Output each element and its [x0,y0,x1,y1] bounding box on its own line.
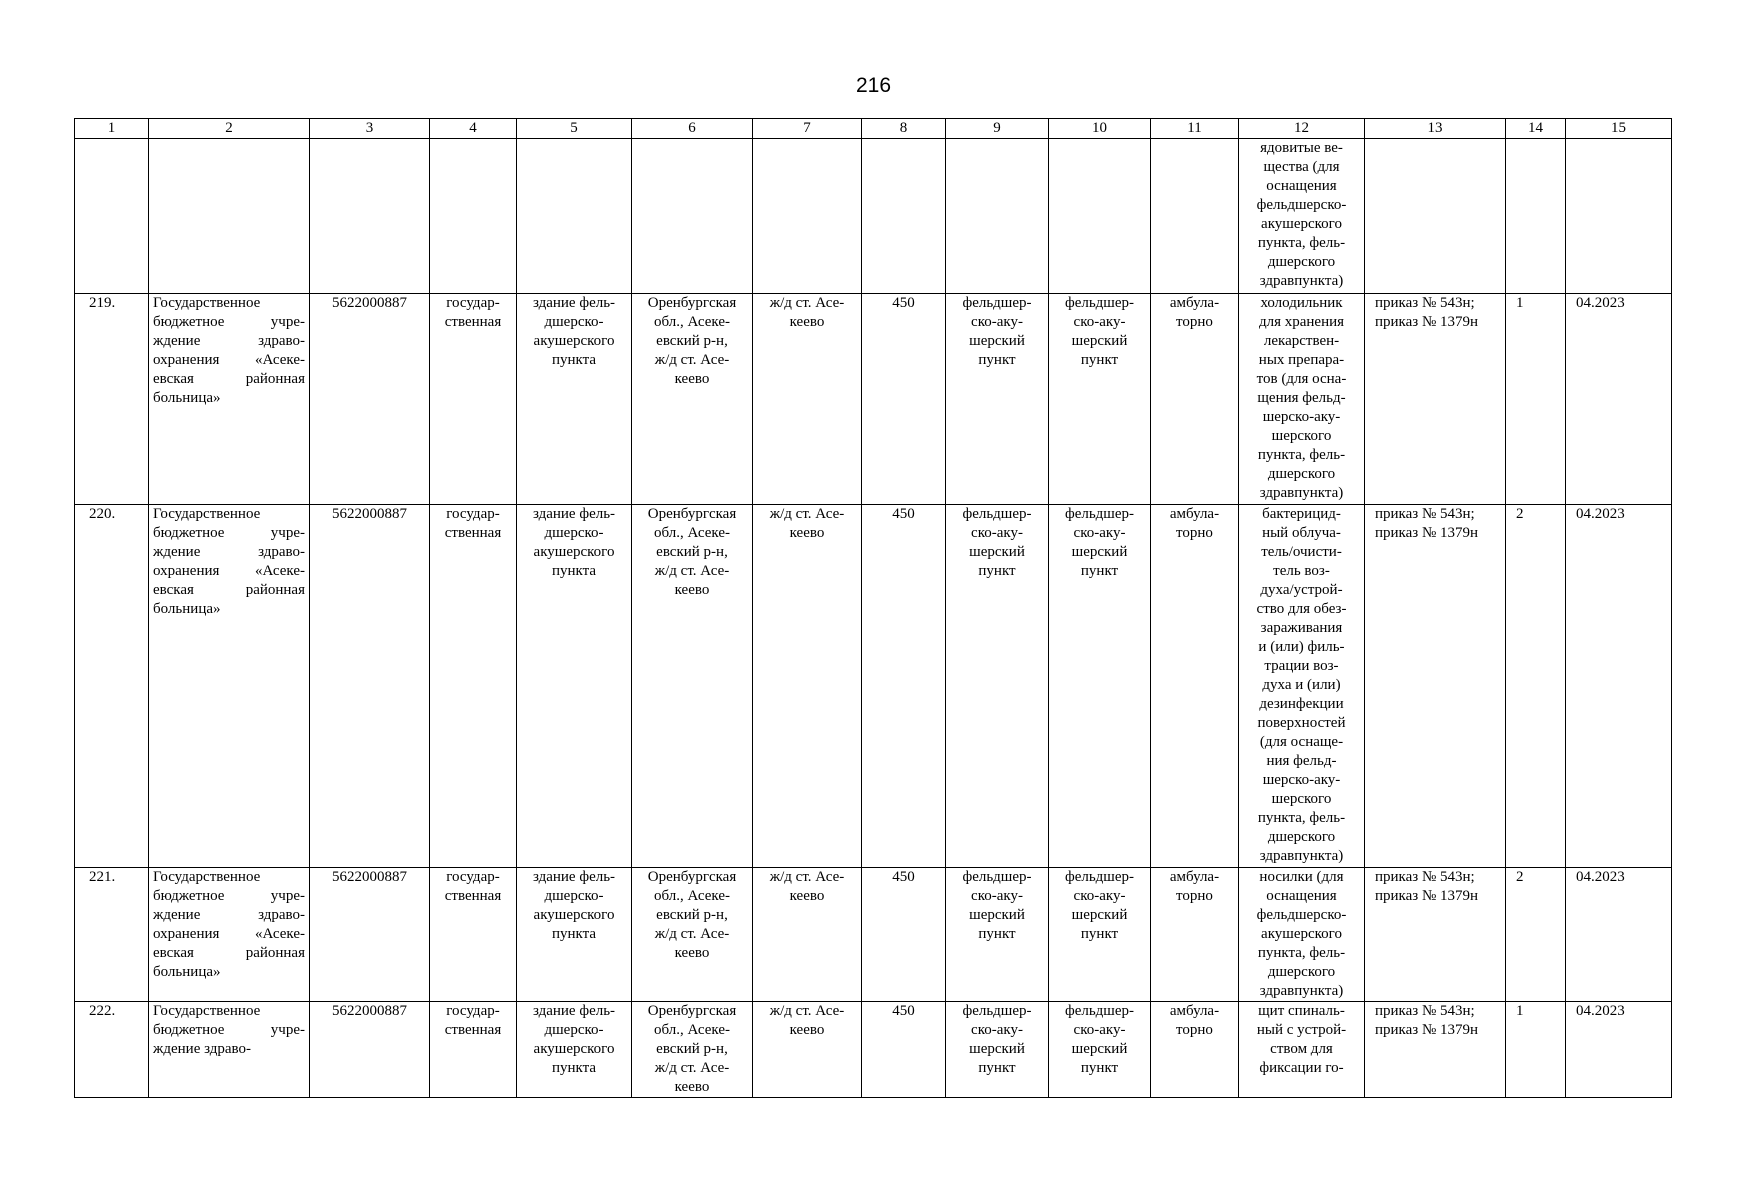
address-cell: Оренбургская обл., Асеке- евский р-н, ж/д ст. Асе- кеево [632,868,753,1002]
table-row [75,868,1672,1002]
building-cell: здание фель- дшерско- акушерского пункта [517,1002,632,1098]
quantity-cell: 1 [1506,294,1566,505]
column-number: 12 [1239,119,1365,139]
table-row [75,1002,1672,1098]
page-number: 216 [855,74,892,97]
quantity-cell: 2 [1506,868,1566,1002]
column-number: 10 [1049,119,1151,139]
table-row [75,294,1672,505]
ownership-cell: государ- ственная [430,505,517,868]
column-number: 1 [75,119,149,139]
population-cell: 450 [862,505,946,868]
building-cell: здание фель- дшерско- акушерского пункта [517,505,632,868]
ownership-cell: государ- ственная [430,868,517,1002]
unit-name-cell: фельдшер- ско-аку- шерский пункт [1049,294,1151,505]
care-form-cell: амбула- торно [1151,868,1239,1002]
column-number: 11 [1151,119,1239,139]
column-number: 8 [862,119,946,139]
row-number-cell: 222. [75,1002,149,1098]
equipment-cell: холодильник для хранения лекарствен- ных препара- тов (для осна- щения фельд- шерско-аку- шерского пункта, фель- дшерского здравпункта) [1239,294,1365,505]
quantity-cell: 2 [1506,505,1566,868]
date-cell: 04.2023 [1566,505,1672,868]
settlement-cell: ж/д ст. Асе- кеево [753,868,862,1002]
building-cell: здание фель- дшерско- акушерского пункта [517,294,632,505]
unit-type-cell: фельдшер- ско-аку- шерский пункт [946,868,1049,1002]
basis-cell: приказ № 543н; приказ № 1379н [1365,1002,1506,1098]
row-number-cell: 219. [75,294,149,505]
care-form-cell: амбула- торно [1151,294,1239,505]
unit-type-cell: фельдшер- ско-аку- шерский пункт [946,1002,1049,1098]
column-number: 15 [1566,119,1672,139]
column-number: 13 [1365,119,1506,139]
settlement-cell: ж/д ст. Асе- кеево [753,1002,862,1098]
date-cell: 04.2023 [1566,868,1672,1002]
population-cell: 450 [862,1002,946,1098]
unit-name-cell: фельдшер- ско-аку- шерский пункт [1049,1002,1151,1098]
unit-type-cell: фельдшер- ско-аку- шерский пункт [946,505,1049,868]
unit-name-cell: фельдшер- ско-аку- шерский пункт [1049,505,1151,868]
column-number: 4 [430,119,517,139]
column-number-row [75,119,1672,139]
settlement-cell: ж/д ст. Асе- кеево [753,505,862,868]
date-cell: 04.2023 [1566,294,1672,505]
population-cell: 450 [862,868,946,1002]
population-cell: 450 [862,294,946,505]
column-number: 6 [632,119,753,139]
row-number-cell: 221. [75,868,149,1002]
organization-cell: Государственное бюджетное учре-ждение здраво-охранения «Асеке-евская районная больница» [149,294,310,505]
column-number: 2 [149,119,310,139]
equipment-cell: носилки (для оснащения фельдшерско- акушерского пункта, фель- дшерского здравпункта) [1239,868,1365,1002]
inn-cell: 5622000887 [310,1002,430,1098]
column-number: 9 [946,119,1049,139]
table-row [75,505,1672,868]
equipment-cell: щит спиналь- ный с устрой- ством для фиксации го- [1239,1002,1365,1098]
care-form-cell: амбула- торно [1151,1002,1239,1098]
organization-cell: Государственное бюджетное учре-ждение здраво-охранения «Асеке-евская районная больница» [149,505,310,868]
settlement-cell: ж/д ст. Асе- кеево [753,294,862,505]
address-cell: Оренбургская обл., Асеке- евский р-н, ж/д ст. Асе- кеево [632,1002,753,1098]
ownership-cell: государ- ственная [430,1002,517,1098]
date-cell: 04.2023 [1566,1002,1672,1098]
organization-cell: Государственное бюджетное учре-ждение здраво-охранения «Асеке-евская районная больница» [149,868,310,1002]
table-row [75,139,1672,294]
inn-cell: 5622000887 [310,868,430,1002]
address-cell: Оренбургская обл., Асеке- евский р-н, ж/д ст. Асе- кеево [632,505,753,868]
basis-cell: приказ № 543н; приказ № 1379н [1365,505,1506,868]
column-number: 5 [517,119,632,139]
equipment-cell: ядовитые ве- щества (для оснащения фельдшерско- акушерского пункта, фель- дшерского здравпункта) [1239,139,1365,294]
organization-cell: Государственное бюджетное учре-ждение здраво- [149,1002,310,1098]
unit-name-cell: фельдшер- ско-аку- шерский пункт [1049,868,1151,1002]
ownership-cell: государ- ственная [430,294,517,505]
equipment-cell: бактерицид- ный облуча- тель/очисти- тель воз- духа/устрой- ство для обез- зараживания и (или) филь- трации воз- духа и (или) дезинфекции поверхностей (для оснаще- ния фельд- шерско-аку- шерского пункта, фель- дшерского здравпункта) [1239,505,1365,868]
inn-cell: 5622000887 [310,505,430,868]
column-number: 14 [1506,119,1566,139]
basis-cell: приказ № 543н; приказ № 1379н [1365,868,1506,1002]
quantity-cell: 1 [1506,1002,1566,1098]
registry-table [74,118,1672,1098]
unit-type-cell: фельдшер- ско-аку- шерский пункт [946,294,1049,505]
inn-cell: 5622000887 [310,294,430,505]
care-form-cell: амбула- торно [1151,505,1239,868]
basis-cell: приказ № 543н; приказ № 1379н [1365,294,1506,505]
building-cell: здание фель- дшерско- акушерского пункта [517,868,632,1002]
column-number: 3 [310,119,430,139]
row-number-cell: 220. [75,505,149,868]
address-cell: Оренбургская обл., Асеке- евский р-н, ж/д ст. Асе- кеево [632,294,753,505]
column-number: 7 [753,119,862,139]
